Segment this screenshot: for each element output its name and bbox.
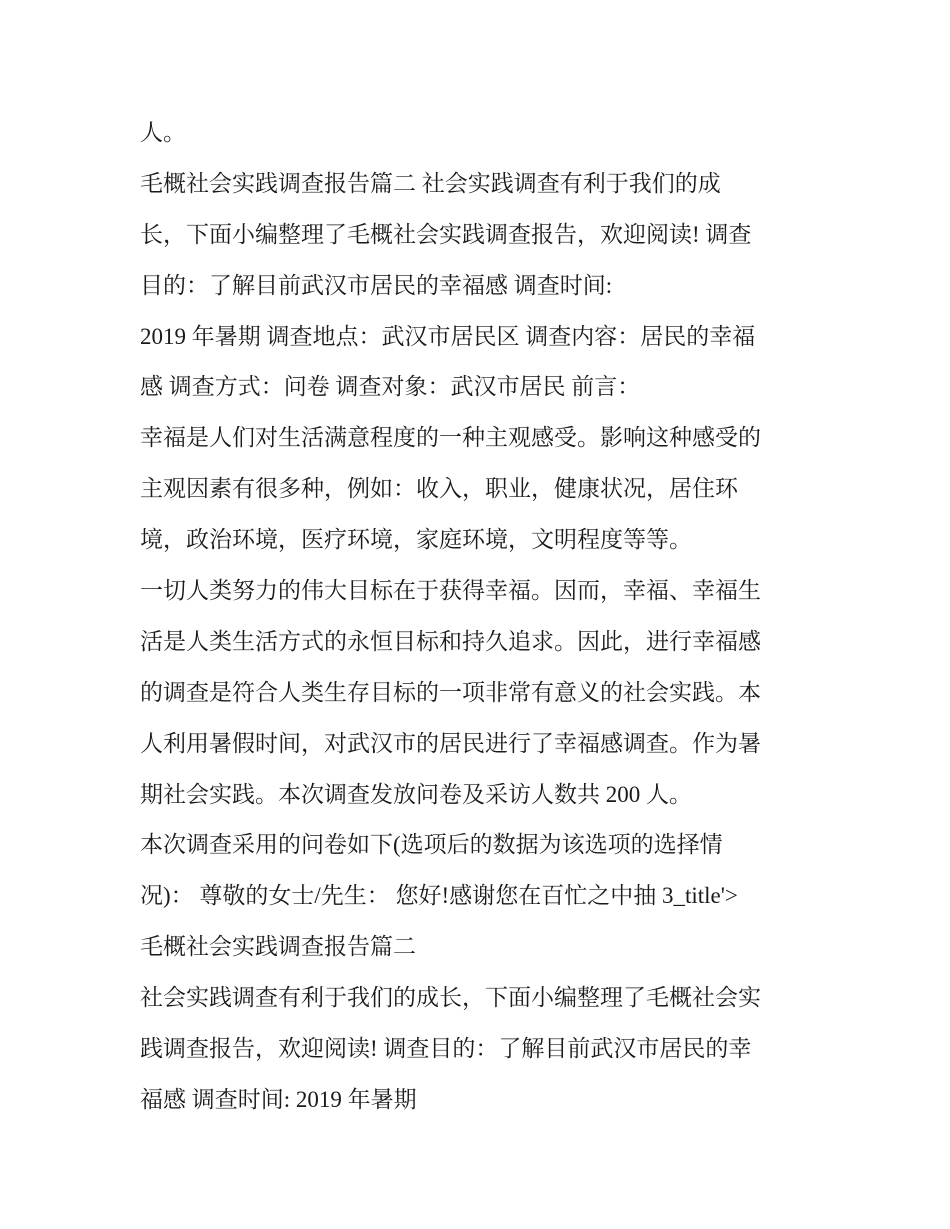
text-line: 幸福是人们对生活满意程度的一种主观感受。影响这种感受的 xyxy=(140,425,761,451)
text-line: 福感 调查时间: 2019 年暑期 xyxy=(140,1086,417,1112)
document-body xyxy=(140,108,820,1126)
text-line: 本次调查采用的问卷如下(选项后的数据为该选项的选择情 xyxy=(140,832,723,858)
text-line: 一切人类努力的伟大目标在于获得幸福。因而，幸福、幸福生 xyxy=(140,578,761,604)
text-line: 活是人类生活方式的永恒目标和持久追求。因此，进行幸福感 xyxy=(140,628,761,654)
text-line: 2019 年暑期 调查地点：武汉市居民区 调查内容：居民的幸福 xyxy=(140,323,756,349)
section-heading: 毛概社会实践调查报告篇二 xyxy=(140,934,416,960)
text-line: 的调查是符合人类生存目标的一项非常有意义的社会实践。本 xyxy=(140,679,761,705)
text-line: 况)： 尊敬的女士/先生： 您好!感谢您在百忙之中抽 3_title'> xyxy=(140,883,738,909)
text-line: 毛概社会实践调查报告篇二 社会实践调查有利于我们的成 xyxy=(140,170,721,196)
text-line: 感 调查方式：问卷 调查对象：武汉市居民 前言： xyxy=(140,374,641,400)
text-line: 践调查报告，欢迎阅读! 调查目的：了解目前武汉市居民的幸 xyxy=(140,1036,752,1062)
text-line: 社会实践调查有利于我们的成长，下面小编整理了毛概社会实 xyxy=(140,985,761,1011)
text-line: 人。 xyxy=(140,120,186,145)
text-line: 目的：了解目前武汉市居民的幸福感 调查时间: xyxy=(140,272,613,298)
text-line: 主观因素有很多种，例如：收入，职业，健康状况，居住环 xyxy=(140,476,738,502)
text-line: 长，下面小编整理了毛概社会实践调查报告，欢迎阅读! 调查 xyxy=(140,221,752,247)
text-line: 人利用暑假时间，对武汉市的居民进行了幸福感调查。作为暑 xyxy=(140,730,761,756)
text-line: 境，政治环境，医疗环境，家庭环境，文明程度等等。 xyxy=(140,527,692,553)
text-line: 期社会实践。本次调查发放问卷及采访人数共 200 人。 xyxy=(140,781,692,807)
